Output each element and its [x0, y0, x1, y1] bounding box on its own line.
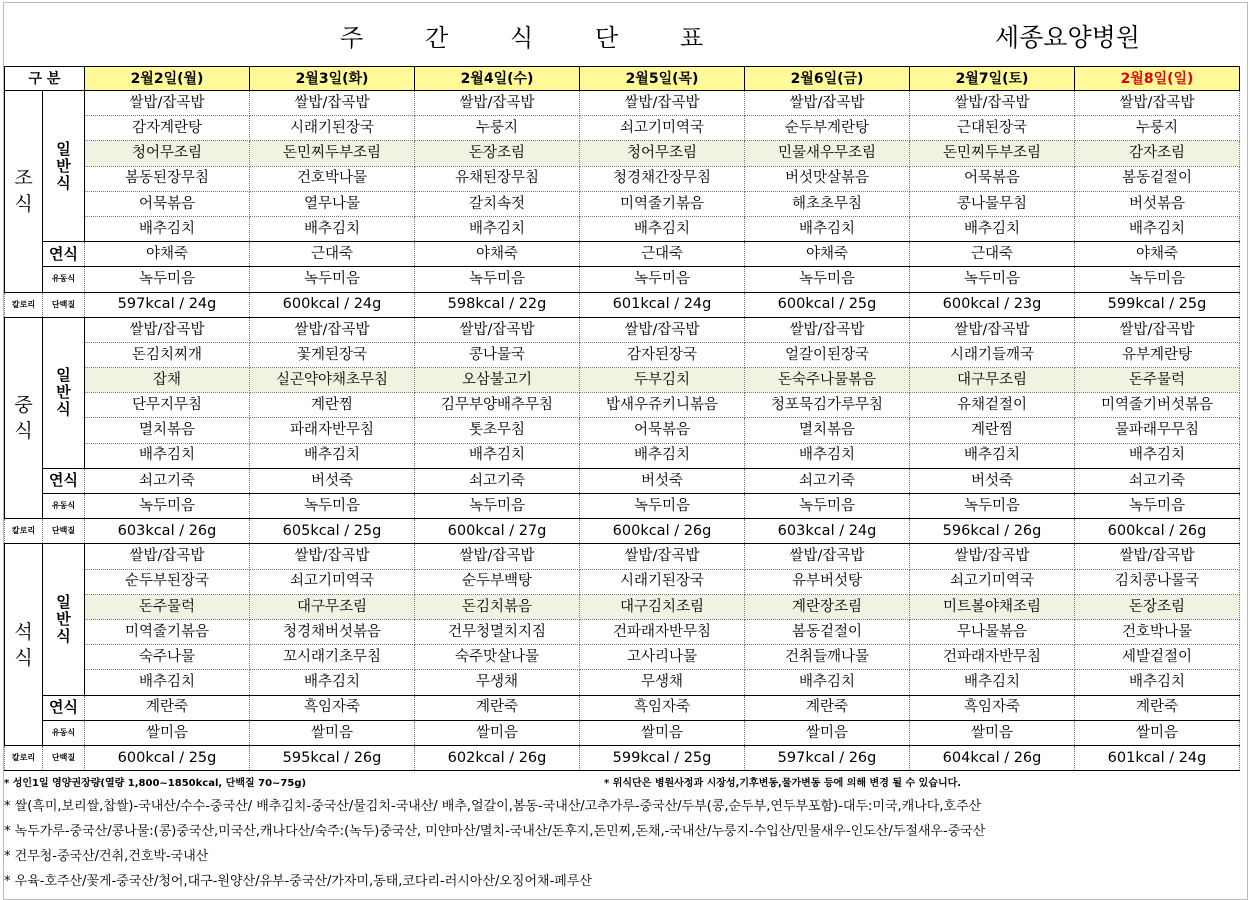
liquid-diet-row	[5, 267, 1240, 292]
day-header: 2월7일(토)	[910, 67, 1075, 91]
calorie-cell: 598kcal / 22g	[415, 292, 580, 317]
label-char: 일	[56, 139, 71, 158]
day-header: 2월6일(금)	[745, 67, 910, 91]
label-char: 식	[14, 193, 33, 216]
dish-cell: 청경채버섯볶음	[250, 619, 415, 644]
calorie-row	[5, 519, 1240, 544]
dish-cell: 야채죽	[85, 242, 250, 267]
dish-cell: 쇠고기죽	[415, 468, 580, 493]
dish-cell: 야채죽	[415, 242, 580, 267]
dish-cell: 청어무조림	[580, 141, 745, 166]
menu-row	[5, 166, 1240, 191]
dish-cell: 쌀미음	[85, 720, 250, 745]
menu-row	[5, 443, 1240, 468]
dish-cell: 대구김치조림	[580, 594, 745, 619]
dish-cell: 청어무조림	[85, 141, 250, 166]
protein-label: 단백질	[43, 745, 85, 770]
dish-cell: 쇠고기죽	[85, 468, 250, 493]
title-char: 단	[595, 24, 619, 52]
menu-row	[5, 670, 1240, 695]
dish-cell: 녹두미음	[415, 267, 580, 292]
calorie-label: 칼로리	[5, 519, 43, 544]
soft-diet-row	[5, 468, 1240, 493]
dish-cell: 녹두미음	[580, 494, 745, 519]
dish-cell: 쌀밥/잡곡밥	[250, 544, 415, 569]
calorie-cell: 601kcal / 24g	[580, 292, 745, 317]
dish-cell: 배추김치	[910, 443, 1075, 468]
dish-cell: 감자조림	[1075, 141, 1240, 166]
dish-cell: 쌀밥/잡곡밥	[910, 317, 1075, 342]
dish-cell: 김무부양배추무침	[415, 393, 580, 418]
note-nutrition	[4, 774, 1244, 794]
calorie-cell: 600kcal / 25g	[85, 745, 250, 770]
dish-cell: 쌀밥/잡곡밥	[745, 91, 910, 116]
day-header: 2월4일(수)	[415, 67, 580, 91]
label-char: 식	[56, 400, 71, 419]
dish-cell: 청경채간장무침	[580, 166, 745, 191]
dish-cell: 봄동된장무침	[85, 166, 250, 191]
menu-table	[4, 66, 1240, 771]
dish-cell: 계란죽	[745, 695, 910, 720]
dish-cell: 쌀밥/잡곡밥	[85, 544, 250, 569]
liquid-diet-label: 유동식	[43, 494, 85, 519]
dish-cell: 건무청멸치지짐	[415, 619, 580, 644]
general-diet-label	[43, 317, 85, 468]
dish-cell: 배추김치	[415, 216, 580, 241]
dish-cell: 근대죽	[250, 242, 415, 267]
calorie-label: 칼로리	[5, 745, 43, 770]
dish-cell: 돈김치찌개	[85, 342, 250, 367]
label-char: 반	[56, 383, 71, 402]
dish-cell: 대구무조림	[250, 594, 415, 619]
dish-cell: 쌀밥/잡곡밥	[580, 317, 745, 342]
day-header: 2월5일(목)	[580, 67, 745, 91]
dish-cell: 유부계란탕	[1075, 342, 1240, 367]
dish-cell: 유부버섯탕	[745, 569, 910, 594]
dish-cell: 쌀밥/잡곡밥	[910, 91, 1075, 116]
dish-cell: 청포묵김가루무침	[745, 393, 910, 418]
dish-cell: 버섯죽	[910, 468, 1075, 493]
dish-cell: 배추김치	[745, 443, 910, 468]
dish-cell: 돈민찌두부조림	[250, 141, 415, 166]
dish-cell: 돈숙주나물볶음	[745, 368, 910, 393]
general-diet-label	[43, 91, 85, 242]
dish-cell: 돈주물럭	[1075, 368, 1240, 393]
dish-cell: 숙주나물	[85, 645, 250, 670]
menu-row	[5, 393, 1240, 418]
dish-cell: 순두부계란탕	[745, 116, 910, 141]
label-char: 석	[14, 620, 33, 643]
dish-cell: 녹두미음	[910, 267, 1075, 292]
liquid-diet-row	[5, 720, 1240, 745]
dish-cell: 콩나물국	[415, 342, 580, 367]
label-char: 식	[14, 419, 33, 442]
dish-cell: 건호박나물	[1075, 619, 1240, 644]
soft-diet-label: 연식	[43, 242, 85, 267]
meal-label	[5, 317, 43, 519]
label-char: 일	[56, 592, 71, 611]
dish-cell: 꽃게된장국	[250, 342, 415, 367]
dish-cell: 계란죽	[85, 695, 250, 720]
dish-cell: 배추김치	[745, 670, 910, 695]
menu-row	[5, 645, 1240, 670]
dish-cell: 톳초무침	[415, 418, 580, 443]
dish-cell: 건호박나물	[250, 166, 415, 191]
note-origin: * 녹두가루-중국산/콩나물:(콩)중국산,미국산,캐나다산/숙주:(녹두)중국산, 미얀마산/멸치-국내산/돈후지,돈민찌,돈채,-국내산/누룽지-수입산/민물새우-인도산/두절새우-중국산	[4, 824, 986, 839]
dish-cell: 봄동겉절이	[745, 619, 910, 644]
calorie-row	[5, 292, 1240, 317]
menu-row	[5, 91, 1240, 116]
dish-cell: 열무나물	[250, 191, 415, 216]
dish-cell: 쌀미음	[910, 720, 1075, 745]
dish-cell: 배추김치	[85, 216, 250, 241]
dish-cell: 누룽지	[1075, 116, 1240, 141]
calorie-cell: 605kcal / 25g	[250, 519, 415, 544]
calorie-cell: 600kcal / 26g	[580, 519, 745, 544]
dish-cell: 얼갈이된장국	[745, 342, 910, 367]
dish-cell: 시래기들깨국	[910, 342, 1075, 367]
day-header: 2월3일(화)	[250, 67, 415, 91]
dish-cell: 미트볼야채조림	[910, 594, 1075, 619]
dish-cell: 건파래자반무침	[910, 645, 1075, 670]
title-char: 표	[680, 24, 704, 52]
dish-cell: 쌀밥/잡곡밥	[910, 544, 1075, 569]
dish-cell: 녹두미음	[415, 494, 580, 519]
label-char: 중	[14, 393, 33, 416]
dish-cell: 쌀밥/잡곡밥	[1075, 91, 1240, 116]
label-char: 반	[56, 609, 71, 628]
dish-cell: 계란죽	[1075, 695, 1240, 720]
calorie-label: 칼로리	[5, 292, 43, 317]
dish-cell: 시래기된장국	[250, 116, 415, 141]
dish-cell: 배추김치	[85, 443, 250, 468]
dish-cell: 쌀밥/잡곡밥	[745, 317, 910, 342]
dish-cell: 녹두미음	[1075, 267, 1240, 292]
title-char: 주	[340, 24, 364, 52]
title-char: 식	[510, 24, 534, 52]
dish-cell: 콩나물무침	[910, 191, 1075, 216]
dish-cell: 두부김치	[580, 368, 745, 393]
dish-cell: 쇠고기죽	[745, 468, 910, 493]
dish-cell: 녹두미음	[580, 267, 745, 292]
dish-cell: 쌀미음	[745, 720, 910, 745]
dish-cell: 근대죽	[910, 242, 1075, 267]
dish-cell: 배추김치	[85, 670, 250, 695]
dish-cell: 녹두미음	[250, 494, 415, 519]
dish-cell: 멸치볶음	[85, 418, 250, 443]
dish-cell: 배추김치	[745, 216, 910, 241]
calorie-cell: 595kcal / 26g	[250, 745, 415, 770]
menu-row	[5, 116, 1240, 141]
dish-cell: 배추김치	[250, 216, 415, 241]
dish-cell: 쌀밥/잡곡밥	[250, 91, 415, 116]
dish-cell: 녹두미음	[745, 494, 910, 519]
dish-cell: 무생채	[415, 670, 580, 695]
corner-label: 구 분	[5, 67, 85, 91]
dish-cell: 쌀밥/잡곡밥	[745, 544, 910, 569]
soft-diet-label: 연식	[43, 695, 85, 720]
liquid-diet-label: 유동식	[43, 267, 85, 292]
dish-cell: 배추김치	[250, 443, 415, 468]
dish-cell: 김치콩나물국	[1075, 569, 1240, 594]
dish-cell: 쌀미음	[580, 720, 745, 745]
dish-cell: 쇠고기미역국	[910, 569, 1075, 594]
dish-cell: 미역줄기볶음	[85, 619, 250, 644]
dish-cell: 쌀미음	[1075, 720, 1240, 745]
dish-cell: 미역줄기볶음	[580, 191, 745, 216]
dish-cell: 쌀밥/잡곡밥	[85, 91, 250, 116]
dish-cell: 버섯맛살볶음	[745, 166, 910, 191]
liquid-diet-label: 유동식	[43, 720, 85, 745]
dish-cell: 대구무조림	[910, 368, 1075, 393]
dish-cell: 돈민찌두부조림	[910, 141, 1075, 166]
dish-cell: 민물새우무조림	[745, 141, 910, 166]
dish-cell: 배추김치	[910, 670, 1075, 695]
dish-cell: 시래기된장국	[580, 569, 745, 594]
dish-cell: 버섯죽	[250, 468, 415, 493]
dish-cell: 배추김치	[910, 216, 1075, 241]
dish-cell: 녹두미음	[85, 267, 250, 292]
dish-cell: 쌀밥/잡곡밥	[415, 91, 580, 116]
dish-cell: 감자계란탕	[85, 116, 250, 141]
dish-cell: 미역줄기버섯볶음	[1075, 393, 1240, 418]
dish-cell: 누룽지	[415, 116, 580, 141]
note-origin: * 쌀(흑미,보리쌀,찹쌀)-국내산/수수-중국산/ 배추김치-중국산/물김치-국내산/ 배추,얼갈이,봄동-국내산/고추가루-중국산/두부(콩,순두부,연두부포함)-대두:미국,캐나다,호주산	[4, 799, 982, 814]
dish-cell: 물파래무무침	[1075, 418, 1240, 443]
calorie-cell: 603kcal / 26g	[85, 519, 250, 544]
dish-cell: 쌀밥/잡곡밥	[580, 544, 745, 569]
dish-cell: 버섯죽	[580, 468, 745, 493]
title-row	[0, 0, 1250, 66]
dish-cell: 파래자반무침	[250, 418, 415, 443]
dish-cell: 야채죽	[1075, 242, 1240, 267]
calorie-cell: 600kcal / 23g	[910, 292, 1075, 317]
menu-row	[5, 191, 1240, 216]
dish-cell: 녹두미음	[910, 494, 1075, 519]
dish-cell: 꼬시래기초무침	[250, 645, 415, 670]
calorie-cell: 597kcal / 26g	[745, 745, 910, 770]
label-char: 식	[56, 626, 71, 645]
dish-cell: 건파래자반무침	[580, 619, 745, 644]
dish-cell: 계란찜	[910, 418, 1075, 443]
dish-cell: 녹두미음	[250, 267, 415, 292]
dish-cell: 흑임자죽	[580, 695, 745, 720]
dish-cell: 돈김치볶음	[415, 594, 580, 619]
dish-cell: 단무지무침	[85, 393, 250, 418]
dish-cell: 돈장조림	[415, 141, 580, 166]
day-header: 2월2일(월)	[85, 67, 250, 91]
menu-row	[5, 418, 1240, 443]
dish-cell: 배추김치	[250, 670, 415, 695]
dish-cell: 녹두미음	[1075, 494, 1240, 519]
dish-cell: 근대된장국	[910, 116, 1075, 141]
general-diet-label	[43, 544, 85, 695]
dish-cell: 쇠고기미역국	[580, 116, 745, 141]
dish-cell: 오삼불고기	[415, 368, 580, 393]
dish-cell: 순두부백탕	[415, 569, 580, 594]
note-origin: * 건무청-중국산/건취,건호박-국내산	[4, 849, 209, 864]
dish-cell: 쌀밥/잡곡밥	[580, 91, 745, 116]
dish-cell: 버섯볶음	[1075, 191, 1240, 216]
dish-cell: 쌀밥/잡곡밥	[85, 317, 250, 342]
menu-row	[5, 569, 1240, 594]
dish-cell: 세발겉절이	[1075, 645, 1240, 670]
soft-diet-row	[5, 695, 1240, 720]
dish-cell: 배추김치	[580, 216, 745, 241]
dish-cell: 배추김치	[1075, 216, 1240, 241]
calorie-cell: 600kcal / 26g	[1075, 519, 1240, 544]
calorie-cell: 604kcal / 26g	[910, 745, 1075, 770]
dish-cell: 돈장조림	[1075, 594, 1240, 619]
dish-cell: 숙주맛살나물	[415, 645, 580, 670]
dish-cell: 어묵볶음	[580, 418, 745, 443]
liquid-diet-row	[5, 494, 1240, 519]
dish-cell: 쇠고기죽	[1075, 468, 1240, 493]
dish-cell: 무나물볶음	[910, 619, 1075, 644]
dish-cell: 순두부된장국	[85, 569, 250, 594]
dish-cell: 계란찜	[250, 393, 415, 418]
menu-row	[5, 544, 1240, 569]
dish-cell: 쌀밥/잡곡밥	[415, 317, 580, 342]
label-char: 식	[56, 173, 71, 192]
dish-cell: 쌀밥/잡곡밥	[250, 317, 415, 342]
dish-cell: 계란장조림	[745, 594, 910, 619]
dish-cell: 멸치볶음	[745, 418, 910, 443]
calorie-cell: 596kcal / 26g	[910, 519, 1075, 544]
dish-cell: 돈주물럭	[85, 594, 250, 619]
dish-cell: 쌀미음	[250, 720, 415, 745]
dish-cell: 쌀밥/잡곡밥	[1075, 544, 1240, 569]
note-menu-change: * 위식단은 병원사정과 시장성,기후변동,물가변동 등에 의해 변경 될 수 있습니다.	[604, 778, 962, 789]
dish-cell: 고사리나물	[580, 645, 745, 670]
soft-diet-label: 연식	[43, 468, 85, 493]
menu-row	[5, 317, 1240, 342]
dish-cell: 배추김치	[1075, 670, 1240, 695]
page-title	[340, 18, 765, 53]
header-row	[5, 67, 1240, 91]
dish-cell: 배추김치	[415, 443, 580, 468]
day-header: 2월8일(일)	[1075, 67, 1240, 91]
dish-cell: 봄동겉절이	[1075, 166, 1240, 191]
dish-cell: 실곤약야채초무침	[250, 368, 415, 393]
protein-label: 단백질	[43, 292, 85, 317]
menu-row	[5, 594, 1240, 619]
calorie-cell: 602kcal / 26g	[415, 745, 580, 770]
calorie-cell: 597kcal / 24g	[85, 292, 250, 317]
dish-cell: 흑임자죽	[910, 695, 1075, 720]
meal-label	[5, 544, 43, 746]
dish-cell: 계란죽	[415, 695, 580, 720]
title-char: 간	[425, 24, 449, 52]
dish-cell: 해초초무침	[745, 191, 910, 216]
dish-cell: 쌀미음	[415, 720, 580, 745]
menu-row	[5, 342, 1240, 367]
dish-cell: 어묵볶음	[910, 166, 1075, 191]
dish-cell: 쌀밥/잡곡밥	[1075, 317, 1240, 342]
menu-row	[5, 619, 1240, 644]
hospital-name: 세종요양병원	[995, 23, 1140, 52]
dish-cell: 건취들깨나물	[745, 645, 910, 670]
calorie-cell: 600kcal / 24g	[250, 292, 415, 317]
dish-cell: 흑임자죽	[250, 695, 415, 720]
calorie-cell: 599kcal / 25g	[580, 745, 745, 770]
dish-cell: 무생채	[580, 670, 745, 695]
calorie-cell: 603kcal / 24g	[745, 519, 910, 544]
note-recommended-intake: * 성인1일 영양권장량(열량 1,800~1850kcal, 단백질 70~75g)	[4, 778, 307, 789]
note-origin: * 우육-호주산/꽃게-중국산/청어,대구-원양산/유부-중국산/가자미,동태,코다리-러시아산/오징어채-페루산	[4, 874, 592, 889]
label-char: 식	[14, 646, 33, 669]
menu-row	[5, 216, 1240, 241]
dish-cell: 배추김치	[1075, 443, 1240, 468]
soft-diet-row	[5, 242, 1240, 267]
dish-cell: 갈치속젓	[415, 191, 580, 216]
label-char: 조	[14, 167, 33, 190]
menu-row	[5, 141, 1240, 166]
protein-label: 단백질	[43, 519, 85, 544]
dish-cell: 야채죽	[745, 242, 910, 267]
dish-cell: 쇠고기미역국	[250, 569, 415, 594]
label-char: 반	[56, 156, 71, 175]
dish-cell: 쌀밥/잡곡밥	[415, 544, 580, 569]
dish-cell: 감자된장국	[580, 342, 745, 367]
dish-cell: 유채된장무침	[415, 166, 580, 191]
dish-cell: 어묵볶음	[85, 191, 250, 216]
calorie-cell: 600kcal / 25g	[745, 292, 910, 317]
dish-cell: 배추김치	[580, 443, 745, 468]
menu-row	[5, 368, 1240, 393]
dish-cell: 유채겉절이	[910, 393, 1075, 418]
calorie-cell: 600kcal / 27g	[415, 519, 580, 544]
calorie-cell: 599kcal / 25g	[1075, 292, 1240, 317]
dish-cell: 밥새우쥬키니볶음	[580, 393, 745, 418]
dish-cell: 녹두미음	[745, 267, 910, 292]
label-char: 일	[56, 366, 71, 385]
calorie-cell: 601kcal / 24g	[1075, 745, 1240, 770]
calorie-row	[5, 745, 1240, 770]
dish-cell: 근대죽	[580, 242, 745, 267]
dish-cell: 잡채	[85, 368, 250, 393]
notes-section	[4, 774, 1244, 894]
meal-label	[5, 91, 43, 293]
dish-cell: 녹두미음	[85, 494, 250, 519]
